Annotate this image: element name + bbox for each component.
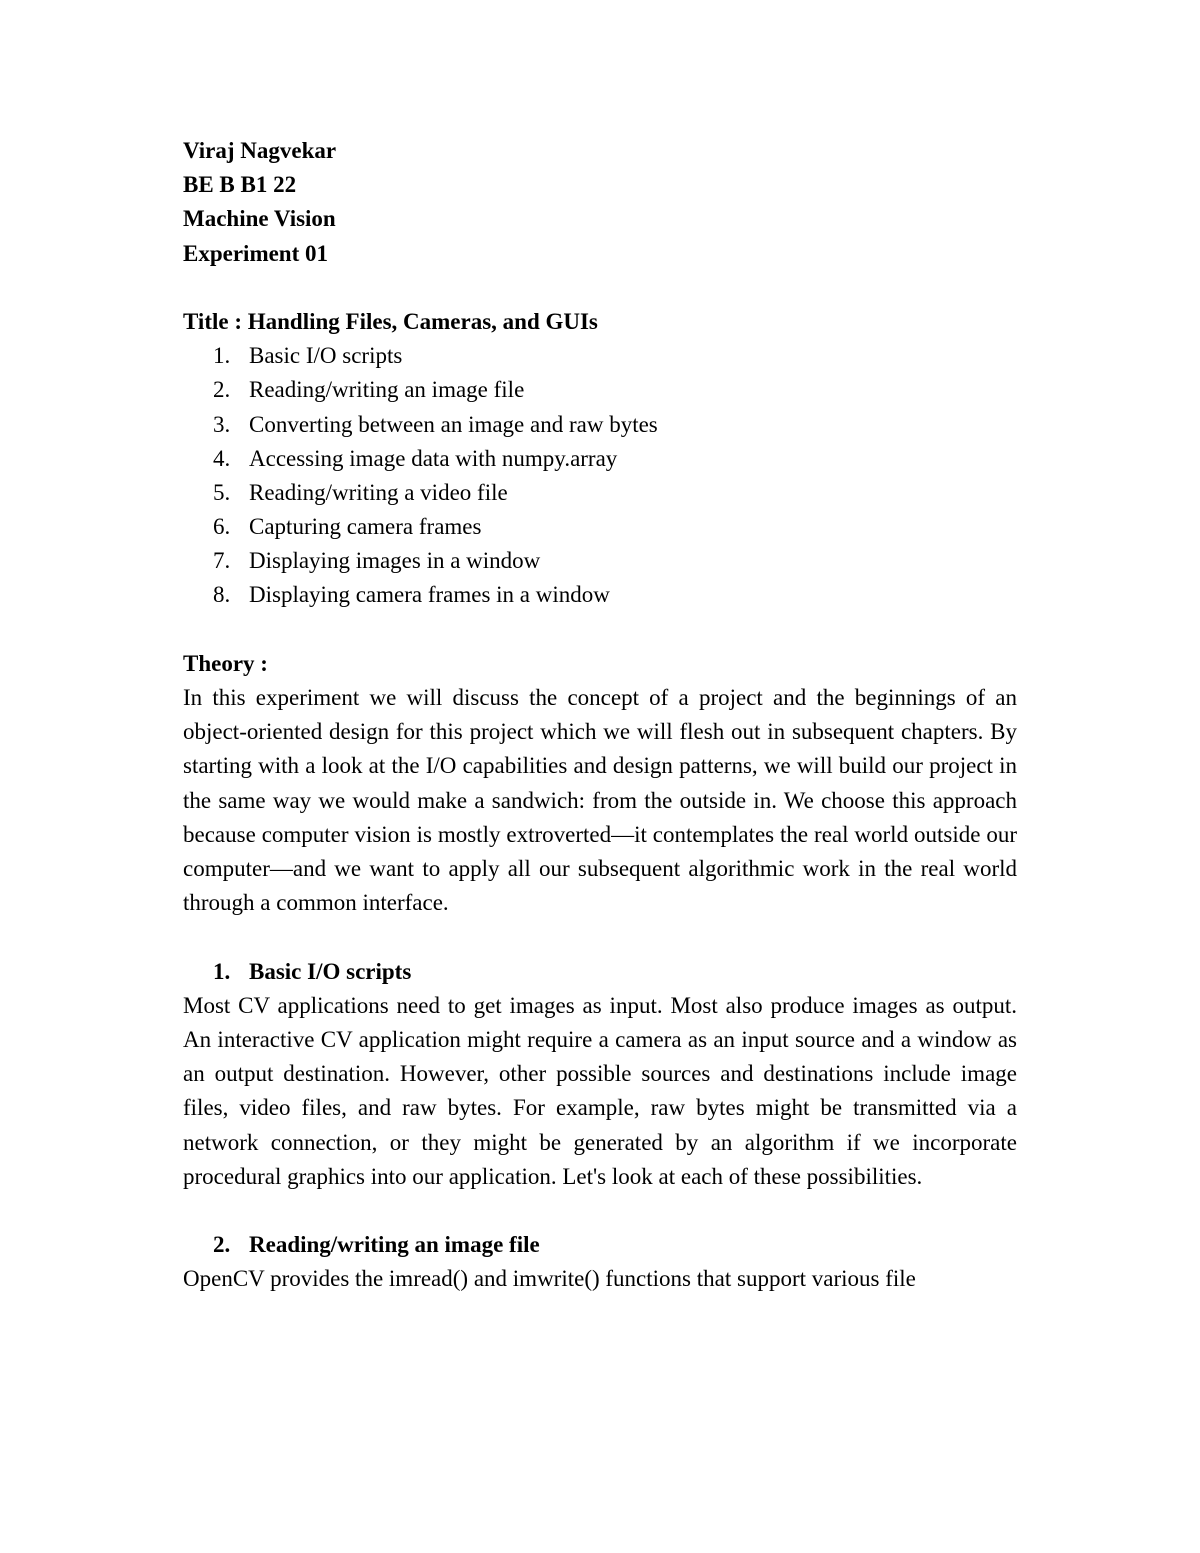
topic-text: Displaying camera frames in a window	[249, 582, 610, 608]
topic-item	[183, 339, 1017, 373]
topic-text: Displaying images in a window	[249, 548, 541, 574]
topic-text: Reading/writing an image file	[249, 377, 525, 403]
section-heading	[183, 955, 1017, 989]
section-paragraph: Most CV applications need to get images as input. Most also produce images as output. An interactive CV application might require a camera as an input source and a window as an output destination. However, other possible sources and destinations include image files, video files, and raw bytes. For example, raw bytes might be transmitted via a network connection, or they might be generated by an algorithm if we incorporate procedural graphics into our application. Let's look at each of these possibilities.	[183, 992, 1017, 1189]
topic-text: Converting between an image and raw bytes	[249, 411, 658, 437]
topic-number: 4.	[213, 445, 231, 471]
experiment-title: Title : Handling Files, Cameras, and GUIs	[183, 308, 598, 334]
topic-list	[183, 339, 1017, 613]
topic-item	[183, 373, 1017, 407]
topic-item	[183, 442, 1017, 476]
topic-text: Capturing camera frames	[249, 514, 482, 540]
spacer	[183, 271, 1017, 305]
section-heading	[183, 1228, 1017, 1262]
theory-paragraph: In this experiment we will discuss the concept of a project and the beginnings of an object-oriented design for this project which we will flesh out in subsequent chapters. By starting with a look at the I/O capabilities and design patterns, we will build our project in the same way we would make a sandwich: from the outside in. We choose this approach because computer vision is mostly extroverted—it contemplates the real world outside our computer—and we want to apply all our subsequent algorithmic work in the real world through a common interface.	[183, 685, 1017, 916]
topic-number: 2.	[213, 377, 231, 403]
section-number: 1.	[213, 958, 231, 984]
spacer	[183, 613, 1017, 647]
section-number: 2.	[213, 1232, 231, 1258]
class-roll: BE B B1 22	[183, 172, 297, 198]
experiment-number: Experiment 01	[183, 240, 329, 266]
topic-number: 5.	[213, 479, 231, 505]
topic-item	[183, 408, 1017, 442]
topic-number: 1.	[213, 343, 231, 369]
spacer	[183, 920, 1017, 954]
topic-number: 7.	[213, 548, 231, 574]
section-title: Basic I/O scripts	[249, 958, 412, 984]
topic-text: Reading/writing a video file	[249, 479, 508, 505]
spacer	[183, 1194, 1017, 1228]
topic-number: 8.	[213, 582, 231, 608]
topic-item	[183, 544, 1017, 578]
topic-item	[183, 578, 1017, 612]
subject-name: Machine Vision	[183, 206, 336, 232]
section-title: Reading/writing an image file	[249, 1232, 540, 1258]
topic-number: 3.	[213, 411, 231, 437]
section-paragraph: OpenCV provides the imread() and imwrite() functions that support various file	[183, 1266, 916, 1292]
author-name: Viraj Nagvekar	[183, 138, 337, 163]
topic-text: Accessing image data with numpy.array	[249, 445, 618, 471]
topic-number: 6.	[213, 514, 231, 540]
theory-heading: Theory :	[183, 650, 268, 676]
topic-item	[183, 510, 1017, 544]
document-content	[183, 134, 1017, 1297]
topic-item	[183, 476, 1017, 510]
topic-text: Basic I/O scripts	[249, 343, 403, 369]
